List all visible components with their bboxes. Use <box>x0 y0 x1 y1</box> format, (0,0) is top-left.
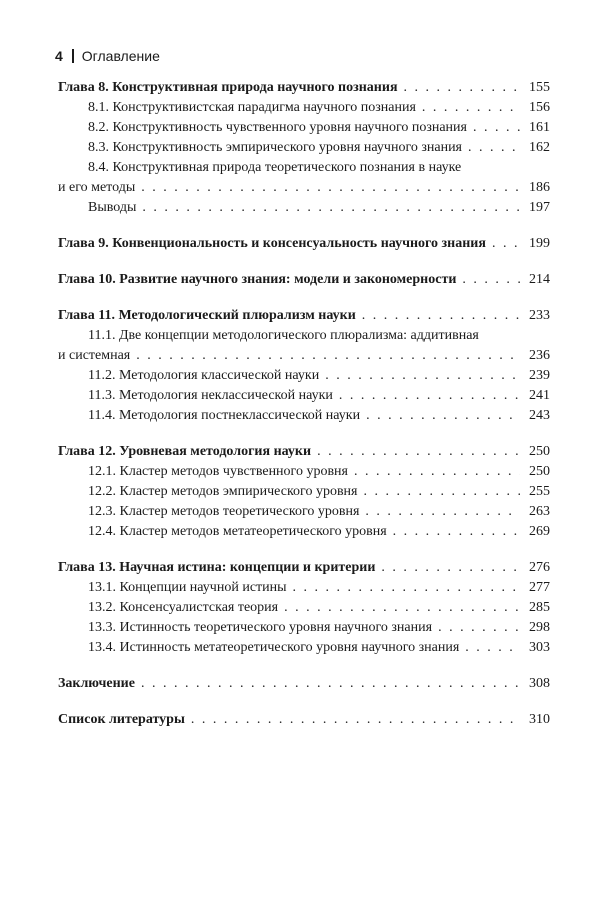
toc-section-entry[interactable] <box>58 138 550 158</box>
toc-chapter-block <box>58 558 550 658</box>
page-ref: 308 <box>529 676 550 691</box>
dot-leader <box>462 270 520 290</box>
page-ref: 250 <box>529 444 550 459</box>
dot-leader <box>142 198 520 218</box>
page-ref: 277 <box>529 580 550 595</box>
entry-title: 13.1. Концепции научной истины <box>88 580 287 595</box>
page-ref: 310 <box>529 712 550 727</box>
dot-leader <box>473 118 520 138</box>
dot-leader <box>339 386 520 406</box>
dot-leader <box>191 710 520 730</box>
dot-leader <box>366 406 520 426</box>
table-of-contents <box>58 78 550 746</box>
page-ref: 298 <box>529 620 550 635</box>
dot-leader <box>141 674 520 694</box>
toc-section-title-line: 8.4. Конструктивная природа теоретического познания в науке <box>88 160 462 175</box>
toc-chapter-block <box>58 270 550 290</box>
page-ref: 303 <box>529 640 550 655</box>
page-ref: 197 <box>529 200 550 215</box>
page-ref: 162 <box>529 140 550 155</box>
dot-leader <box>365 502 520 522</box>
entry-title: Глава 12. Уровневая методология науки <box>58 444 312 459</box>
page-ref: 214 <box>529 272 550 287</box>
toc-chapter-entry[interactable] <box>58 710 550 730</box>
page-ref: 250 <box>529 464 550 479</box>
page-ref: 239 <box>529 368 550 383</box>
toc-chapter-entry[interactable] <box>58 234 550 254</box>
entry-title: Глава 13. Научная истина: концепции и критерии <box>58 560 376 575</box>
toc-chapter-entry[interactable] <box>58 270 550 290</box>
entry-title: Глава 10. Развитие научного знания: модели и закономерности <box>58 272 457 287</box>
entry-title: Глава 9. Конвенциональность и консенсуальность научного знания <box>58 236 486 251</box>
toc-chapter-block <box>58 710 550 730</box>
page-ref: 155 <box>529 80 550 95</box>
page-ref: 186 <box>529 180 550 195</box>
dot-leader <box>465 638 520 658</box>
dot-leader <box>404 78 520 98</box>
entry-title: и системная <box>58 348 131 363</box>
toc-section-entry[interactable] <box>58 462 550 482</box>
toc-chapter-entry[interactable] <box>58 442 550 462</box>
toc-chapter-block <box>58 306 550 426</box>
running-header <box>55 48 160 64</box>
entry-title: 8.2. Конструктивность чувственного уровня научного познания <box>88 120 467 135</box>
dot-leader <box>364 482 521 502</box>
entry-title: 13.4. Истинность метатеоретического уровня научного знания <box>88 640 460 655</box>
toc-chapter-block <box>58 234 550 254</box>
page-ref: 263 <box>529 504 550 519</box>
dot-leader <box>362 306 520 326</box>
entry-title: Глава 11. Методологический плюрализм науки <box>58 308 356 323</box>
toc-section-entry[interactable] <box>58 578 550 598</box>
page-ref: 269 <box>529 524 550 539</box>
dot-leader <box>317 442 520 462</box>
dot-leader <box>284 598 520 618</box>
entry-title: 8.3. Конструктивность эмпирического уровня научного знания <box>88 140 462 155</box>
toc-section-entry[interactable] <box>58 502 550 522</box>
entry-title: 13.3. Истинность теоретического уровня научного знания <box>88 620 433 635</box>
toc-section-entry[interactable] <box>58 118 550 138</box>
toc-chapter-entry[interactable] <box>58 674 550 694</box>
entry-title: Список литературы <box>58 712 185 727</box>
entry-title: 11.2. Методология классической науки <box>88 368 320 383</box>
toc-section-entry[interactable] <box>58 522 550 542</box>
toc-section-entry[interactable] <box>58 366 550 386</box>
toc-section-entry[interactable] <box>58 178 550 198</box>
entry-title: Глава 8. Конструктивная природа научного познания <box>58 80 398 95</box>
toc-section-title-line: 11.1. Две концепции методологического плюрализма: аддитивная <box>88 328 479 343</box>
toc-section-entry[interactable] <box>58 406 550 426</box>
toc-section-entry[interactable] <box>58 198 550 218</box>
page-ref: 236 <box>529 348 550 363</box>
entry-title: и его методы <box>58 180 136 195</box>
toc-chapter-block <box>58 442 550 542</box>
dot-leader <box>354 462 520 482</box>
page-ref: 233 <box>529 308 550 323</box>
entry-title: Выводы <box>88 200 137 215</box>
page-number: 4 <box>55 48 63 64</box>
toc-chapter-entry[interactable] <box>58 78 550 98</box>
entry-title: 8.1. Конструктивистская парадигма научного познания <box>88 100 416 115</box>
toc-section-entry[interactable] <box>58 346 550 366</box>
entry-title: 12.2. Кластер методов эмпирического уровня <box>88 484 358 499</box>
header-divider <box>72 49 74 63</box>
entry-title: 12.4. Кластер методов метатеоретического уровня <box>88 524 387 539</box>
toc-chapter-block <box>58 674 550 694</box>
entry-title: 12.3. Кластер методов теоретического уровня <box>88 504 360 519</box>
toc-section-entry[interactable] <box>58 386 550 406</box>
dot-leader <box>422 98 520 118</box>
toc-chapter-entry[interactable] <box>58 558 550 578</box>
entry-title: 11.4. Методология постнеклассической науки <box>88 408 361 423</box>
dot-leader <box>492 234 520 254</box>
toc-section-entry[interactable] <box>58 618 550 638</box>
toc-section-entry[interactable] <box>58 638 550 658</box>
toc-chapter-entry[interactable] <box>58 306 550 326</box>
entry-title: Заключение <box>58 676 135 691</box>
toc-section-entry[interactable] <box>58 98 550 118</box>
entry-title: 11.3. Методология неклассической науки <box>88 388 333 403</box>
page-ref: 161 <box>529 120 550 135</box>
page-ref: 156 <box>529 100 550 115</box>
dot-leader <box>468 138 520 158</box>
dot-leader <box>141 178 520 198</box>
dot-leader <box>293 578 520 598</box>
page-ref: 243 <box>529 408 550 423</box>
dot-leader <box>325 366 520 386</box>
toc-section-entry[interactable] <box>58 482 550 502</box>
dot-leader <box>136 346 520 366</box>
page-ref: 241 <box>529 388 550 403</box>
entry-title: 13.2. Консенсуалистская теория <box>88 600 279 615</box>
page-ref: 276 <box>529 560 550 575</box>
dot-leader <box>381 558 520 578</box>
dot-leader <box>393 522 520 542</box>
entry-title: 12.1. Кластер методов чувственного уровня <box>88 464 348 479</box>
header-title: Оглавление <box>81 48 160 64</box>
toc-section-entry[interactable] <box>58 598 550 618</box>
toc-chapter-block <box>58 78 550 218</box>
page-ref: 285 <box>529 600 550 615</box>
page-ref: 199 <box>529 236 550 251</box>
dot-leader <box>438 618 520 638</box>
page-ref: 255 <box>529 484 550 499</box>
